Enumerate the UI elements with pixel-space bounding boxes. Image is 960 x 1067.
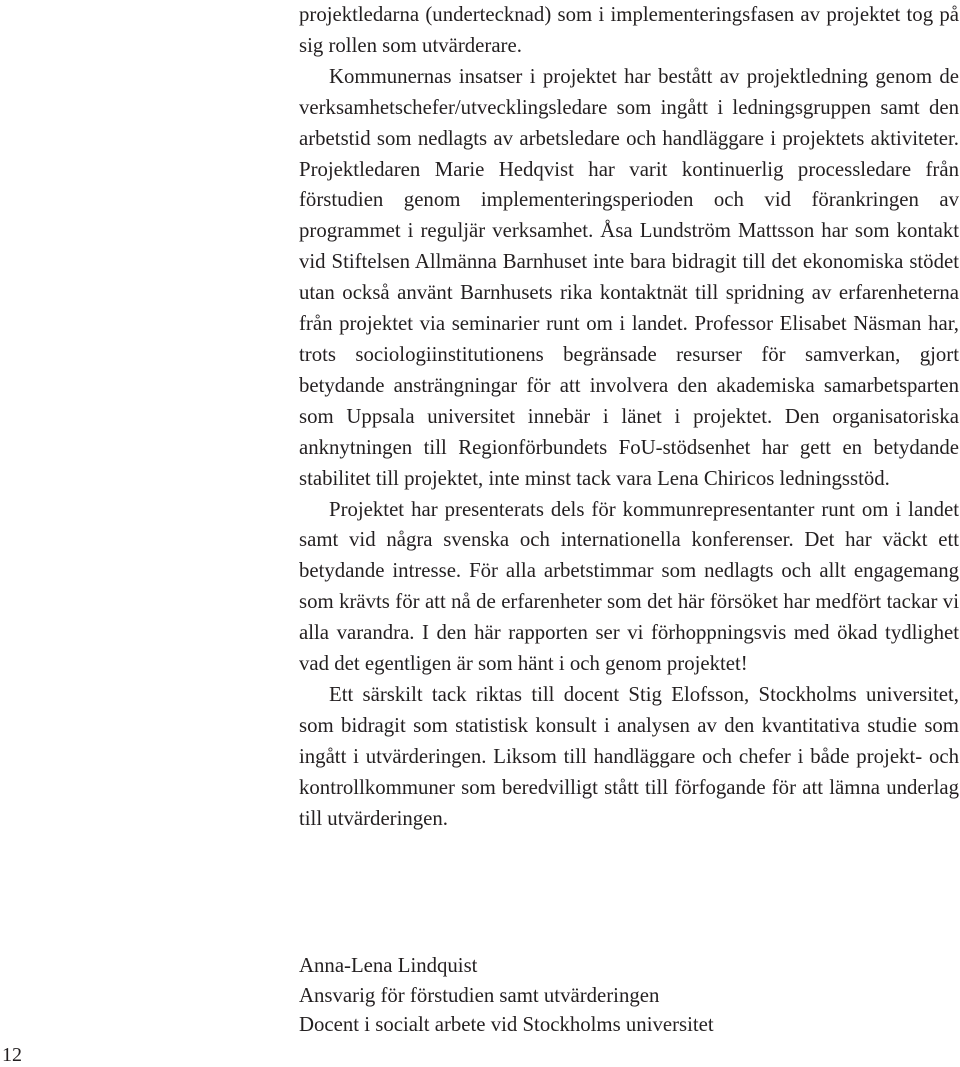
body-text xyxy=(299,0,959,834)
paragraph-thanks: Ett särskilt tack riktas till docent Stig Elofsson, Stockholms universitet, som bidragit som statistisk konsult i analysen av den kvantitativa studie som ingått i utvärderingen. Liksom till handläggare och chefer i både projekt- och kontrollkommuner som beredvilligt stått till förfogande för att lämna underlag till utvärderingen. xyxy=(299,682,959,830)
paragraph-presentations: Projektet har presenterats dels för kommunrepresentanter runt om i landet samt vid några svenska och internationella konferenser. Det har väckt ett betydande intresse. För alla arbetstimmar som nedlagts och allt engagemang som krävts för att nå de erfarenheter som det här försöket har medfört tackar vi alla varandra. I den här rapporten ser vi förhoppningsvis med ökad tydlighet vad det egentligen är som hänt i och genom projektet! xyxy=(299,497,959,676)
paragraph-contributions: Kommunernas insatser i projektet har bestått av projektledning genom de verksamhetschefer/utvecklingsledare som ingått i ledningsgruppen samt den arbetstid som nedlagts av arbetsledare och handläggare i projektets aktiviteter. Projektledaren Marie Hedqvist har varit kontinuerlig processledare från förstudien genom implementeringsperioden och vid förankringen av programmet i reguljär verksamhet. Åsa Lundström Mattsson har som kontakt vid Stiftelsen Allmänna Barnhuset inte bara bidragit till det ekonomiska stödet utan också använt Barnhusets rika kontaktnät till spridning av erfarenheterna från projektet via seminarier runt om i landet. Professor Elisabet Näsman har, trots sociologiinstitutionens begränsade resurser för samverkan, gjort betydande ansträngningar för att involvera den akademiska samarbetsparten som Uppsala universitet innebär i länet i projektet. Den organisatoriska anknytningen till Regionförbundets FoU-stödsenhet har gett en betydande stabilitet till projektet, inte minst tack vara Lena Chiricos ledningsstöd. xyxy=(299,64,959,490)
signature-block xyxy=(299,951,959,1040)
signature-title: Docent i socialt arbete vid Stockholms universitet xyxy=(299,1013,714,1036)
signature-name: Anna-Lena Lindquist xyxy=(299,954,478,977)
signature-role: Ansvarig för förstudien samt utvärderingen xyxy=(299,983,660,1007)
paragraph-continued: projektledarna (undertecknad) som i implementeringsfasen av projektet tog på sig rollen som utvärderare. xyxy=(299,3,959,57)
page-number: 12 xyxy=(2,1044,22,1066)
